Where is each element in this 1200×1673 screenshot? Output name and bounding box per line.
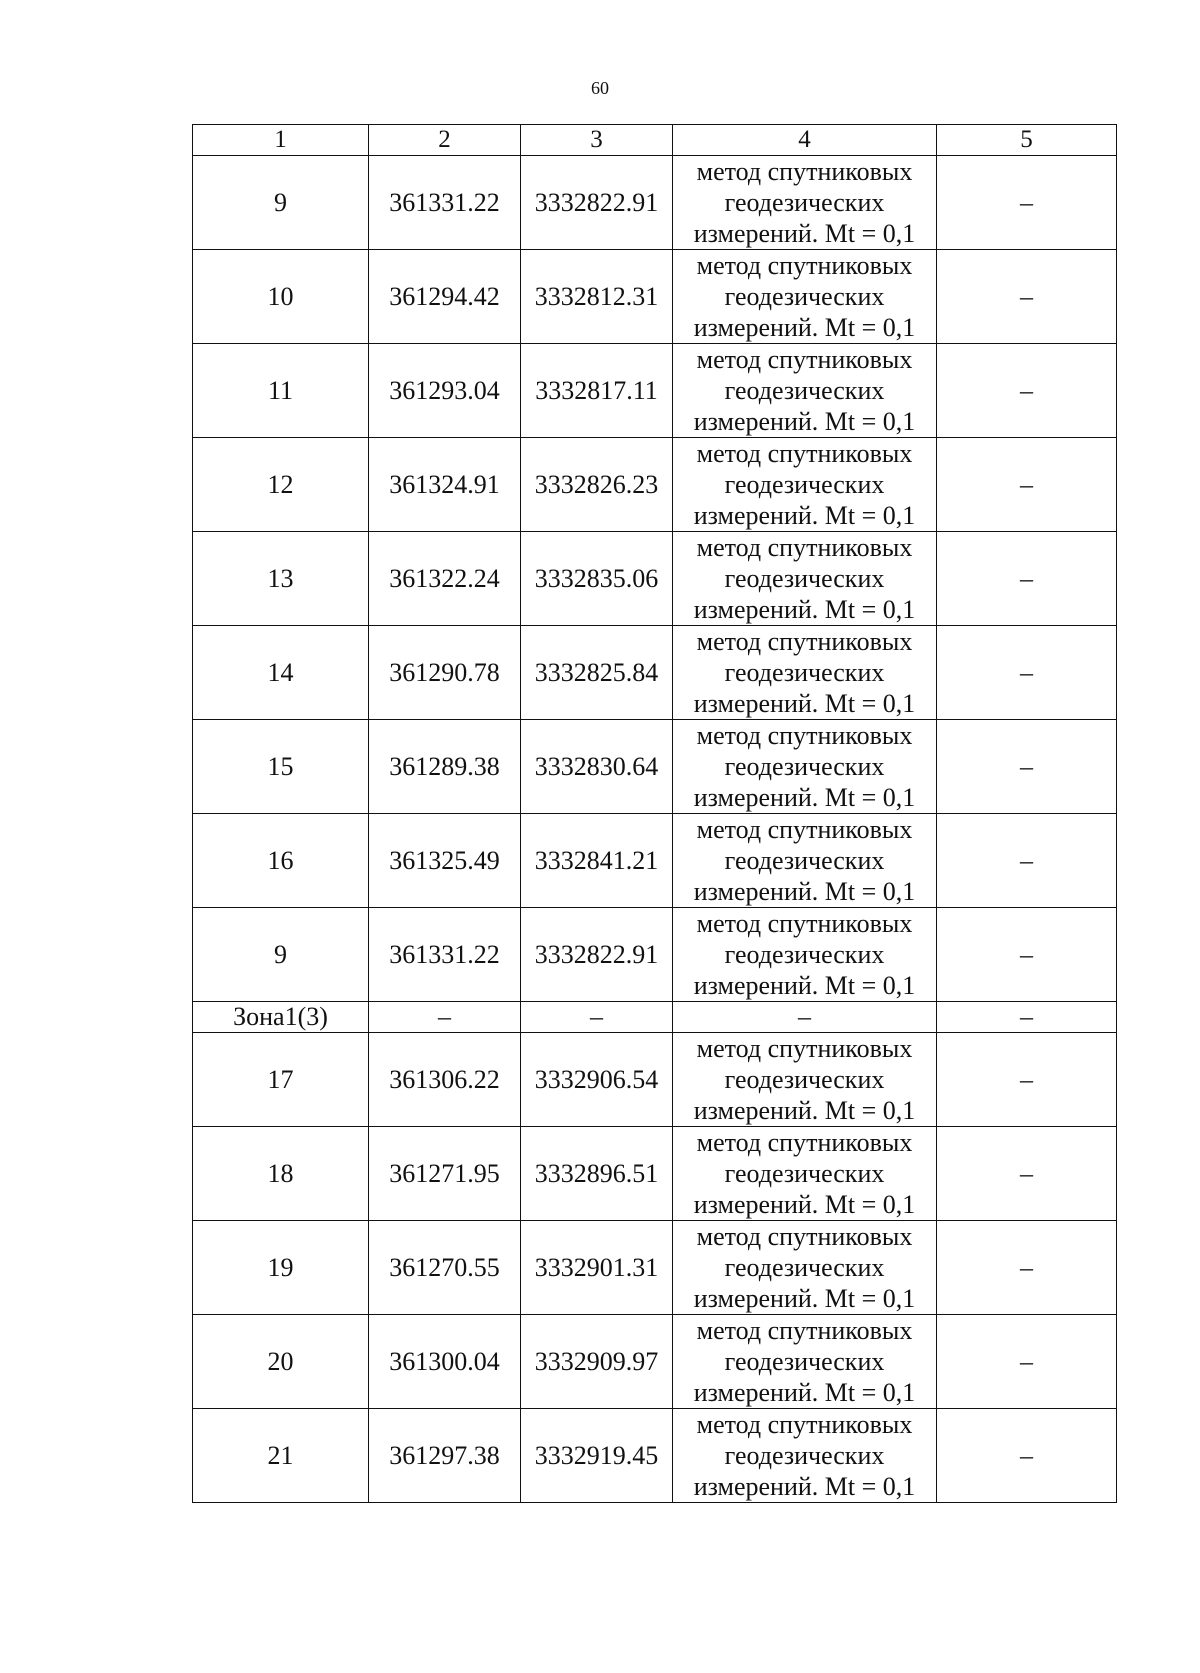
x-coordinate-cell: 361331.22 bbox=[369, 156, 521, 250]
page-number: 60 bbox=[591, 78, 609, 98]
method-line: геодезических bbox=[724, 752, 885, 781]
table-row bbox=[193, 814, 1117, 908]
table-row bbox=[193, 1409, 1117, 1503]
y-coordinate-cell: 3332919.45 bbox=[521, 1409, 673, 1503]
column-header: 5 bbox=[937, 125, 1117, 156]
x-coordinate-cell: 361325.49 bbox=[369, 814, 521, 908]
y-coordinate-cell: 3332901.31 bbox=[521, 1221, 673, 1315]
method-text bbox=[677, 1033, 932, 1126]
extra-cell: – bbox=[937, 1409, 1117, 1503]
method-cell bbox=[673, 250, 937, 344]
method-text bbox=[677, 1221, 932, 1314]
method-line: метод спутниковых bbox=[696, 721, 913, 750]
point-id-cell: 10 bbox=[193, 250, 369, 344]
method-line: метод спутниковых bbox=[696, 1034, 913, 1063]
method-line: геодезических bbox=[724, 658, 885, 687]
coordinates-table bbox=[192, 124, 1117, 1503]
method-cell bbox=[673, 1221, 937, 1315]
zone-cell: – bbox=[673, 1002, 937, 1033]
y-coordinate-cell: 3332812.31 bbox=[521, 250, 673, 344]
y-coordinate-cell: 3332841.21 bbox=[521, 814, 673, 908]
method-line: метод спутниковых bbox=[696, 909, 913, 938]
x-coordinate-cell: 361289.38 bbox=[369, 720, 521, 814]
method-line: измерений. Mt = 0,1 bbox=[693, 1096, 916, 1125]
method-line: метод спутниковых bbox=[696, 1316, 913, 1345]
y-coordinate-cell: 3332909.97 bbox=[521, 1315, 673, 1409]
point-id-cell: 14 bbox=[193, 626, 369, 720]
y-coordinate-cell: 3332826.23 bbox=[521, 438, 673, 532]
point-id-cell: 19 bbox=[193, 1221, 369, 1315]
method-line: метод спутниковых bbox=[696, 1128, 913, 1157]
y-coordinate-cell: 3332830.64 bbox=[521, 720, 673, 814]
point-id-cell: 11 bbox=[193, 344, 369, 438]
method-line: геодезических bbox=[724, 376, 885, 405]
table-row bbox=[193, 1315, 1117, 1409]
table-row bbox=[193, 344, 1117, 438]
method-cell bbox=[673, 908, 937, 1002]
method-line: измерений. Mt = 0,1 bbox=[693, 219, 916, 248]
point-id-cell: 16 bbox=[193, 814, 369, 908]
method-line: измерений. Mt = 0,1 bbox=[693, 971, 916, 1000]
table-row bbox=[193, 720, 1117, 814]
method-cell bbox=[673, 814, 937, 908]
x-coordinate-cell: 361293.04 bbox=[369, 344, 521, 438]
method-line: измерений. Mt = 0,1 bbox=[693, 1378, 916, 1407]
method-line: измерений. Mt = 0,1 bbox=[693, 1190, 916, 1219]
method-line: измерений. Mt = 0,1 bbox=[693, 595, 916, 624]
x-coordinate-cell: 361322.24 bbox=[369, 532, 521, 626]
extra-cell: – bbox=[937, 908, 1117, 1002]
method-cell bbox=[673, 1409, 937, 1503]
method-text bbox=[677, 720, 932, 813]
method-line: измерений. Mt = 0,1 bbox=[693, 877, 916, 906]
table-row bbox=[193, 438, 1117, 532]
y-coordinate-cell: 3332822.91 bbox=[521, 156, 673, 250]
extra-cell: – bbox=[937, 344, 1117, 438]
point-id-cell: 9 bbox=[193, 908, 369, 1002]
method-line: измерений. Mt = 0,1 bbox=[693, 501, 916, 530]
table-body bbox=[193, 156, 1117, 1503]
method-text bbox=[677, 250, 932, 343]
method-text bbox=[677, 438, 932, 531]
table-row bbox=[193, 250, 1117, 344]
x-coordinate-cell: 361300.04 bbox=[369, 1315, 521, 1409]
point-id-cell: 12 bbox=[193, 438, 369, 532]
table-row bbox=[193, 1221, 1117, 1315]
method-cell bbox=[673, 344, 937, 438]
column-header: 1 bbox=[193, 125, 369, 156]
x-coordinate-cell: 361270.55 bbox=[369, 1221, 521, 1315]
method-cell bbox=[673, 438, 937, 532]
method-text bbox=[677, 1409, 932, 1502]
method-line: метод спутниковых bbox=[696, 251, 913, 280]
method-line: метод спутниковых bbox=[696, 1410, 913, 1439]
method-line: метод спутниковых bbox=[696, 345, 913, 374]
table-row bbox=[193, 1033, 1117, 1127]
method-line: геодезических bbox=[724, 188, 885, 217]
method-text bbox=[677, 156, 932, 249]
table-row bbox=[193, 532, 1117, 626]
column-header: 3 bbox=[521, 125, 673, 156]
method-line: измерений. Mt = 0,1 bbox=[693, 407, 916, 436]
point-id-cell: 17 bbox=[193, 1033, 369, 1127]
y-coordinate-cell: 3332835.06 bbox=[521, 532, 673, 626]
y-coordinate-cell: 3332825.84 bbox=[521, 626, 673, 720]
method-line: метод спутниковых bbox=[696, 157, 913, 186]
extra-cell: – bbox=[937, 1127, 1117, 1221]
method-line: измерений. Mt = 0,1 bbox=[693, 313, 916, 342]
point-id-cell: 13 bbox=[193, 532, 369, 626]
method-text bbox=[677, 344, 932, 437]
point-id-cell: 9 bbox=[193, 156, 369, 250]
method-line: метод спутниковых bbox=[696, 1222, 913, 1251]
method-text bbox=[677, 908, 932, 1001]
method-line: геодезических bbox=[724, 846, 885, 875]
method-text bbox=[677, 626, 932, 719]
method-line: геодезических bbox=[724, 564, 885, 593]
table-row bbox=[193, 626, 1117, 720]
extra-cell: – bbox=[937, 626, 1117, 720]
method-line: геодезических bbox=[724, 470, 885, 499]
table-row bbox=[193, 908, 1117, 1002]
y-coordinate-cell: 3332822.91 bbox=[521, 908, 673, 1002]
y-coordinate-cell: 3332906.54 bbox=[521, 1033, 673, 1127]
point-id-cell: 20 bbox=[193, 1315, 369, 1409]
table-header-row bbox=[193, 125, 1117, 156]
y-coordinate-cell: 3332896.51 bbox=[521, 1127, 673, 1221]
extra-cell: – bbox=[937, 720, 1117, 814]
table-row bbox=[193, 1127, 1117, 1221]
extra-cell: – bbox=[937, 532, 1117, 626]
point-id-cell: 21 bbox=[193, 1409, 369, 1503]
extra-cell: – bbox=[937, 1033, 1117, 1127]
method-cell bbox=[673, 626, 937, 720]
extra-cell: – bbox=[937, 250, 1117, 344]
column-header: 4 bbox=[673, 125, 937, 156]
method-cell bbox=[673, 720, 937, 814]
method-cell bbox=[673, 156, 937, 250]
method-line: геодезических bbox=[724, 940, 885, 969]
x-coordinate-cell: 361290.78 bbox=[369, 626, 521, 720]
x-coordinate-cell: 361297.38 bbox=[369, 1409, 521, 1503]
method-line: метод спутниковых bbox=[696, 627, 913, 656]
x-coordinate-cell: 361331.22 bbox=[369, 908, 521, 1002]
method-text bbox=[677, 1315, 932, 1408]
zone-cell: – bbox=[369, 1002, 521, 1033]
x-coordinate-cell: 361324.91 bbox=[369, 438, 521, 532]
extra-cell: – bbox=[937, 1315, 1117, 1409]
method-line: геодезических bbox=[724, 1159, 885, 1188]
method-cell bbox=[673, 1127, 937, 1221]
method-text bbox=[677, 532, 932, 625]
method-cell bbox=[673, 1033, 937, 1127]
zone-cell: – bbox=[937, 1002, 1117, 1033]
method-line: метод спутниковых bbox=[696, 533, 913, 562]
method-cell bbox=[673, 1315, 937, 1409]
method-line: геодезических bbox=[724, 1441, 885, 1470]
method-line: геодезических bbox=[724, 1065, 885, 1094]
method-text bbox=[677, 814, 932, 907]
point-id-cell: 15 bbox=[193, 720, 369, 814]
method-line: геодезических bbox=[724, 1347, 885, 1376]
column-header: 2 bbox=[369, 125, 521, 156]
extra-cell: – bbox=[937, 1221, 1117, 1315]
method-cell bbox=[673, 532, 937, 626]
method-line: геодезических bbox=[724, 282, 885, 311]
method-line: метод спутниковых bbox=[696, 815, 913, 844]
zone-cell: Зона1(3) bbox=[193, 1002, 369, 1033]
zone-cell: – bbox=[521, 1002, 673, 1033]
table-row bbox=[193, 156, 1117, 250]
method-line: измерений. Mt = 0,1 bbox=[693, 689, 916, 718]
method-line: измерений. Mt = 0,1 bbox=[693, 783, 916, 812]
extra-cell: – bbox=[937, 438, 1117, 532]
x-coordinate-cell: 361294.42 bbox=[369, 250, 521, 344]
method-line: метод спутниковых bbox=[696, 439, 913, 468]
method-line: измерений. Mt = 0,1 bbox=[693, 1472, 916, 1501]
extra-cell: – bbox=[937, 814, 1117, 908]
point-id-cell: 18 bbox=[193, 1127, 369, 1221]
extra-cell: – bbox=[937, 156, 1117, 250]
method-text bbox=[677, 1127, 932, 1220]
method-line: измерений. Mt = 0,1 bbox=[693, 1284, 916, 1313]
method-line: геодезических bbox=[724, 1253, 885, 1282]
x-coordinate-cell: 361306.22 bbox=[369, 1033, 521, 1127]
x-coordinate-cell: 361271.95 bbox=[369, 1127, 521, 1221]
zone-row bbox=[193, 1002, 1117, 1033]
y-coordinate-cell: 3332817.11 bbox=[521, 344, 673, 438]
